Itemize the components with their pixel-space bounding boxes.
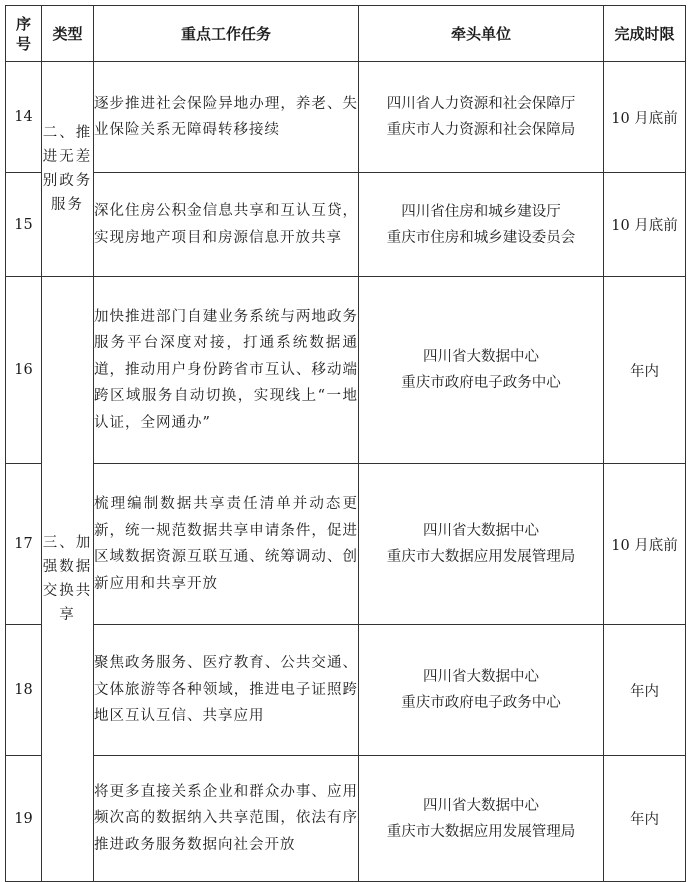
- row-number: 19: [6, 756, 42, 882]
- lead-chongqing: 重庆市政府电子政务中心: [401, 695, 561, 711]
- row-number: 14: [6, 62, 42, 173]
- deadline-cell: 年内: [604, 625, 686, 756]
- lead-cell: [359, 277, 604, 464]
- lead-chongqing: 重庆市人力资源和社会保障局: [386, 122, 576, 138]
- task-cell: 深化住房公积金信息共享和互认互贷，实现房地产项目和房源信息开放共享: [94, 173, 359, 277]
- row-number: 15: [6, 173, 42, 277]
- task-cell: 加快推进部门自建业务系统与两地政务服务平台深度对接，打通系统数据通道，推动用户身份跨省市互认、移动端跨区域服务自动切换，实现线上“一地认证，全网通办”: [94, 277, 359, 464]
- lead-sichuan: 四川省大数据中心: [423, 669, 539, 685]
- lead-chongqing: 重庆市大数据应用发展管理局: [386, 549, 576, 565]
- row-number: 18: [6, 625, 42, 756]
- header-task: 重点工作任务: [94, 6, 359, 62]
- deadline-cell: 10 月底前: [604, 173, 686, 277]
- lead-sichuan: 四川省大数据中心: [423, 797, 539, 814]
- table-row: [6, 625, 686, 756]
- header-type: 类型: [42, 6, 94, 62]
- lead-sichuan: 四川省大数据中心: [423, 349, 539, 365]
- header-no-text: 序号: [15, 14, 31, 53]
- header-deadline: 完成时限: [604, 6, 686, 62]
- category-cell: 二、推进无差别政务服务: [42, 62, 94, 277]
- deadline-cell: 10 月底前: [604, 62, 686, 173]
- lead-sichuan: 四川省人力资源和社会保障厅: [386, 96, 576, 112]
- lead-chongqing: 重庆市政府电子政务中心: [401, 375, 561, 391]
- table-row: [6, 277, 686, 464]
- lead-cell: [359, 62, 604, 173]
- lead-sichuan: 四川省大数据中心: [423, 523, 539, 539]
- lead-chongqing: 重庆市住房和城乡建设委员会: [386, 229, 576, 246]
- header-lead: 牵头单位: [359, 6, 604, 62]
- table-row: [6, 62, 686, 173]
- task-cell: 聚焦政务服务、医疗教育、公共交通、文体旅游等各种领域，推进电子证照跨地区互认互信、共享应用: [94, 625, 359, 756]
- table-row: [6, 173, 686, 277]
- header-no: [6, 6, 42, 62]
- lead-cell: [359, 173, 604, 277]
- table-row: [6, 756, 686, 882]
- deadline-cell: 年内: [604, 756, 686, 882]
- row-number: 16: [6, 277, 42, 464]
- deadline-cell: 年内: [604, 277, 686, 464]
- lead-chongqing: 重庆市大数据应用发展管理局: [386, 823, 576, 840]
- category-cell: 三、加强数据交换共享: [42, 277, 94, 882]
- lead-cell: [359, 625, 604, 756]
- lead-sichuan: 四川省住房和城乡建设厅: [401, 203, 561, 220]
- task-table: [5, 5, 686, 882]
- lead-cell: [359, 756, 604, 882]
- task-cell: 逐步推进社会保险异地办理，养老、失业保险关系无障碍转移接续: [94, 62, 359, 173]
- header-row: [6, 6, 686, 62]
- task-cell: 将更多直接关系企业和群众办事、应用频次高的数据纳入共享范围，依法有序推进政务服务数据向社会开放: [94, 756, 359, 882]
- table-row: [6, 464, 686, 625]
- row-number: 17: [6, 464, 42, 625]
- deadline-cell: 10 月底前: [604, 464, 686, 625]
- task-cell: 梳理编制数据共享责任清单并动态更新，统一规范数据共享申请条件，促进区域数据资源互联互通、统筹调动、创新应用和共享开放: [94, 464, 359, 625]
- lead-cell: [359, 464, 604, 625]
